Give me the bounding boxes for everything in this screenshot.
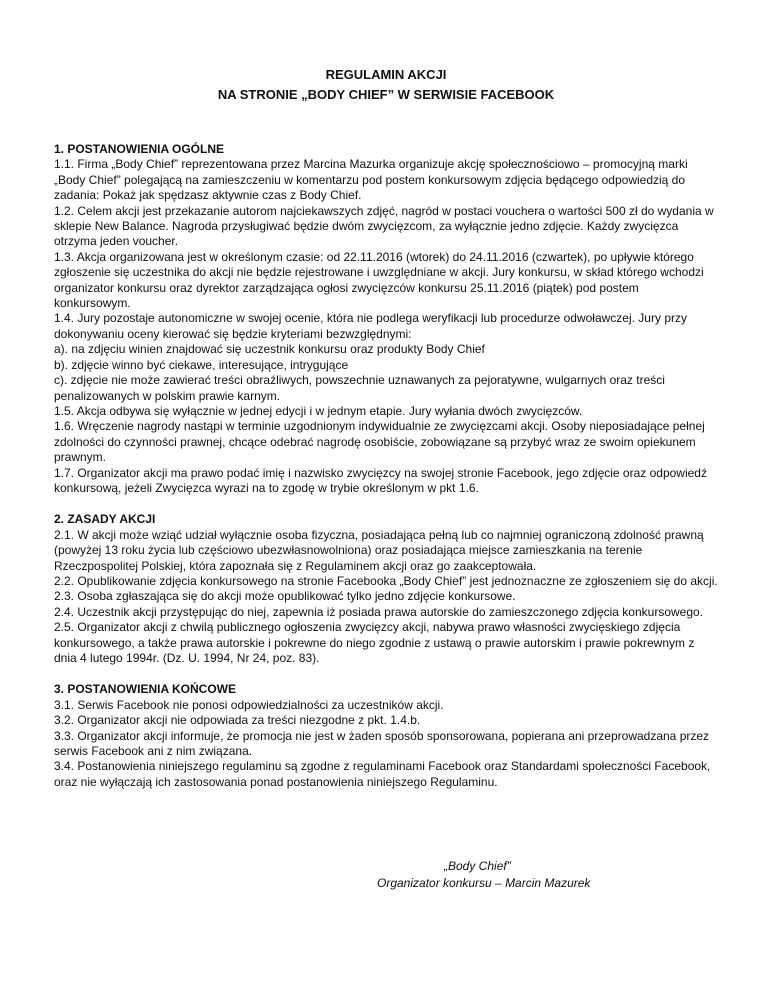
section-heading: 3. POSTANOWIENIA KOŃCOWE [54, 682, 237, 697]
regulation-document [54, 66, 718, 890]
section-final [54, 682, 718, 790]
paragraph-3-1: 3.1. Serwis Facebook nie ponosi odpowiedzialności za uczestników akcji. [54, 697, 444, 712]
paragraph-1-1: 1.1. Firma „Body Chief” reprezentowana przez Marcina Mazurka organizuje akcję społecznościowo – promocyjną marki „Body Chief” polegającą na zamieszczeniu w komentarzu pod postem konkursowym zdjęcia będącego odpowiedzią do zadania: Pokaż jak spędzasz aktywnie czas z Body Chief. [54, 157, 688, 203]
paragraph-2-2: 2.2. Opublikowanie zdjęcia konkursowego na stronie Facebooka „Body Chief” jest jednoznaczne ze zgłoszeniem się do akcji. [54, 573, 718, 588]
paragraph-1-7: 1.7. Organizator akcji ma prawo podać imię i nazwisko zwycięzcy na swojej stronie Facebook, jego zdjęcie oraz odpowiedź konkursową, jeżeli Zwycięzca wyrazi na to zgodę w trybie określonym w pkt 1.6. [54, 465, 707, 495]
title-line-1: REGULAMIN AKCJI [325, 67, 447, 82]
document-title [54, 66, 718, 103]
signature-block [54, 858, 718, 892]
paragraph-1-6: 1.6. Wręczenie nagrody nastąpi w terminie uzgodnionym indywidualnie ze zwycięzcami akcji. Osoby nieposiadające pełnej zdolności do czynności prawnej, chcące odebrać nagrodę osobiście, zobowiązane są przybyć wraz ze swoim opiekunem prawnym. [54, 419, 705, 465]
criterion-a: a). na zdjęciu winien znajdować się uczestnik konkursu oraz produkty Body Chief [54, 342, 485, 357]
paragraph-1-5: 1.5. Akcja odbywa się wyłącznie w jednej edycji i w jednym etapie. Jury wyłania dwóch zwycięzców. [54, 403, 583, 418]
signature-brand: „Body Chief” [444, 859, 511, 873]
criterion-c: c). zdjęcie nie może zawierać treści obraźliwych, powszechnie uznawanych za pejoratywne, wulgarnych oraz treści penalizowanych w polskim prawie karnym. [54, 373, 665, 403]
title-line-2: NA STRONIE „BODY CHIEF” W SERWISIE FACEBOOK [217, 87, 555, 102]
paragraph-3-4: 3.4. Postanowienia niniejszego regulaminu są zgodne z regulaminami Facebook oraz Standardami społeczności Facebook, oraz nie wyłączają ich zastosowania ponad postanowienia niniejszego Regulaminu. [54, 759, 711, 789]
criterion-b: b). zdjęcie winno być ciekawe, interesujące, intrygujące [54, 357, 349, 372]
paragraph-3-2: 3.2. Organizator akcji nie odpowiada za treści niezgodne z pkt. 1.4.b. [54, 713, 421, 728]
paragraph-1-3: 1.3. Akcja organizowana jest w określonym czasie: od 22.11.2016 (wtorek) do 24.11.2016 (czwartek), po upływie którego zgłoszenie się uczestnika do akcji nie będzie rejestrowane i uwzględniane w akcji. Jury konkursu, w skład którego wchodzi organizator konkursu oraz dyrektor zarządzająca ogłosi zwycięzców konkursu 25.11.2016 (piątek) pod postem konkursowym. [54, 249, 704, 311]
section-general [54, 142, 718, 496]
paragraph-2-1: 2.1. W akcji może wziąć udział wyłącznie osoba fizyczna, posiadająca pełną lub co najmniej ograniczoną zdolność prawną (powyżej 13 roku życia lub częściowo ubezwłasnowolniona) oraz posiadająca miejsce zamieszkania na terenie Rzeczpospolitej Polskiej, która zapoznała się z Regulaminem akcji oraz go zaakceptowała. [54, 527, 704, 573]
signature-organizer: Organizator konkursu – Marcin Mazurek [377, 876, 591, 890]
paragraph-2-4: 2.4. Uczestnik akcji przystępując do niej, zapewnia iż posiada prawa autorskie do zamieszczonego zdjęcia konkursowego. [54, 604, 704, 619]
paragraph-1-4: 1.4. Jury pozostaje autonomiczne w swojej ocenie, która nie podlega weryfikacji lub procedurze odwoławczej. Jury przy dokonywaniu oceny kierować się będzie kryteriami bezwzględnymi: [54, 311, 687, 341]
section-heading: 2. ZASADY AKCJI [54, 512, 156, 527]
paragraph-2-3: 2.3. Osoba zgłaszająca się do akcji może opublikować tylko jedno zdjęcie konkursowe. [54, 589, 516, 604]
paragraph-1-2: 1.2. Celem akcji jest przekazanie autorom najciekawszych zdjęć, nagród w postaci vouchera o wartości 500 zł do wydania w sklepie New Balance. Nagroda przysługiwać będzie dwóm zwycięzcom, za wyłącznie jedno zdjęcie. Każdy zwycięzca otrzyma jeden voucher. [54, 203, 714, 249]
section-rules [54, 512, 718, 666]
paragraph-2-5: 2.5. Organizator akcji z chwilą publicznego ogłoszenia zwycięzcy akcji, nabywa prawo własności zwycięskiego zdjęcia konkursowego, a także prawa autorskie i pokrewne do niego zgodnie z ustawą o prawie autorskim i prawie pokrewnym z dnia 4 lutego 1994r. (Dz. U. 1994, Nr 24, poz. 83). [54, 620, 695, 665]
section-heading: 1. POSTANOWIENIA OGÓLNE [54, 142, 225, 156]
paragraph-3-3: 3.3. Organizator akcji informuje, że promocja nie jest w żaden sposób sponsorowana, popierana ani przeprowadzana przez serwis Facebook ani z nim związana. [54, 728, 710, 759]
